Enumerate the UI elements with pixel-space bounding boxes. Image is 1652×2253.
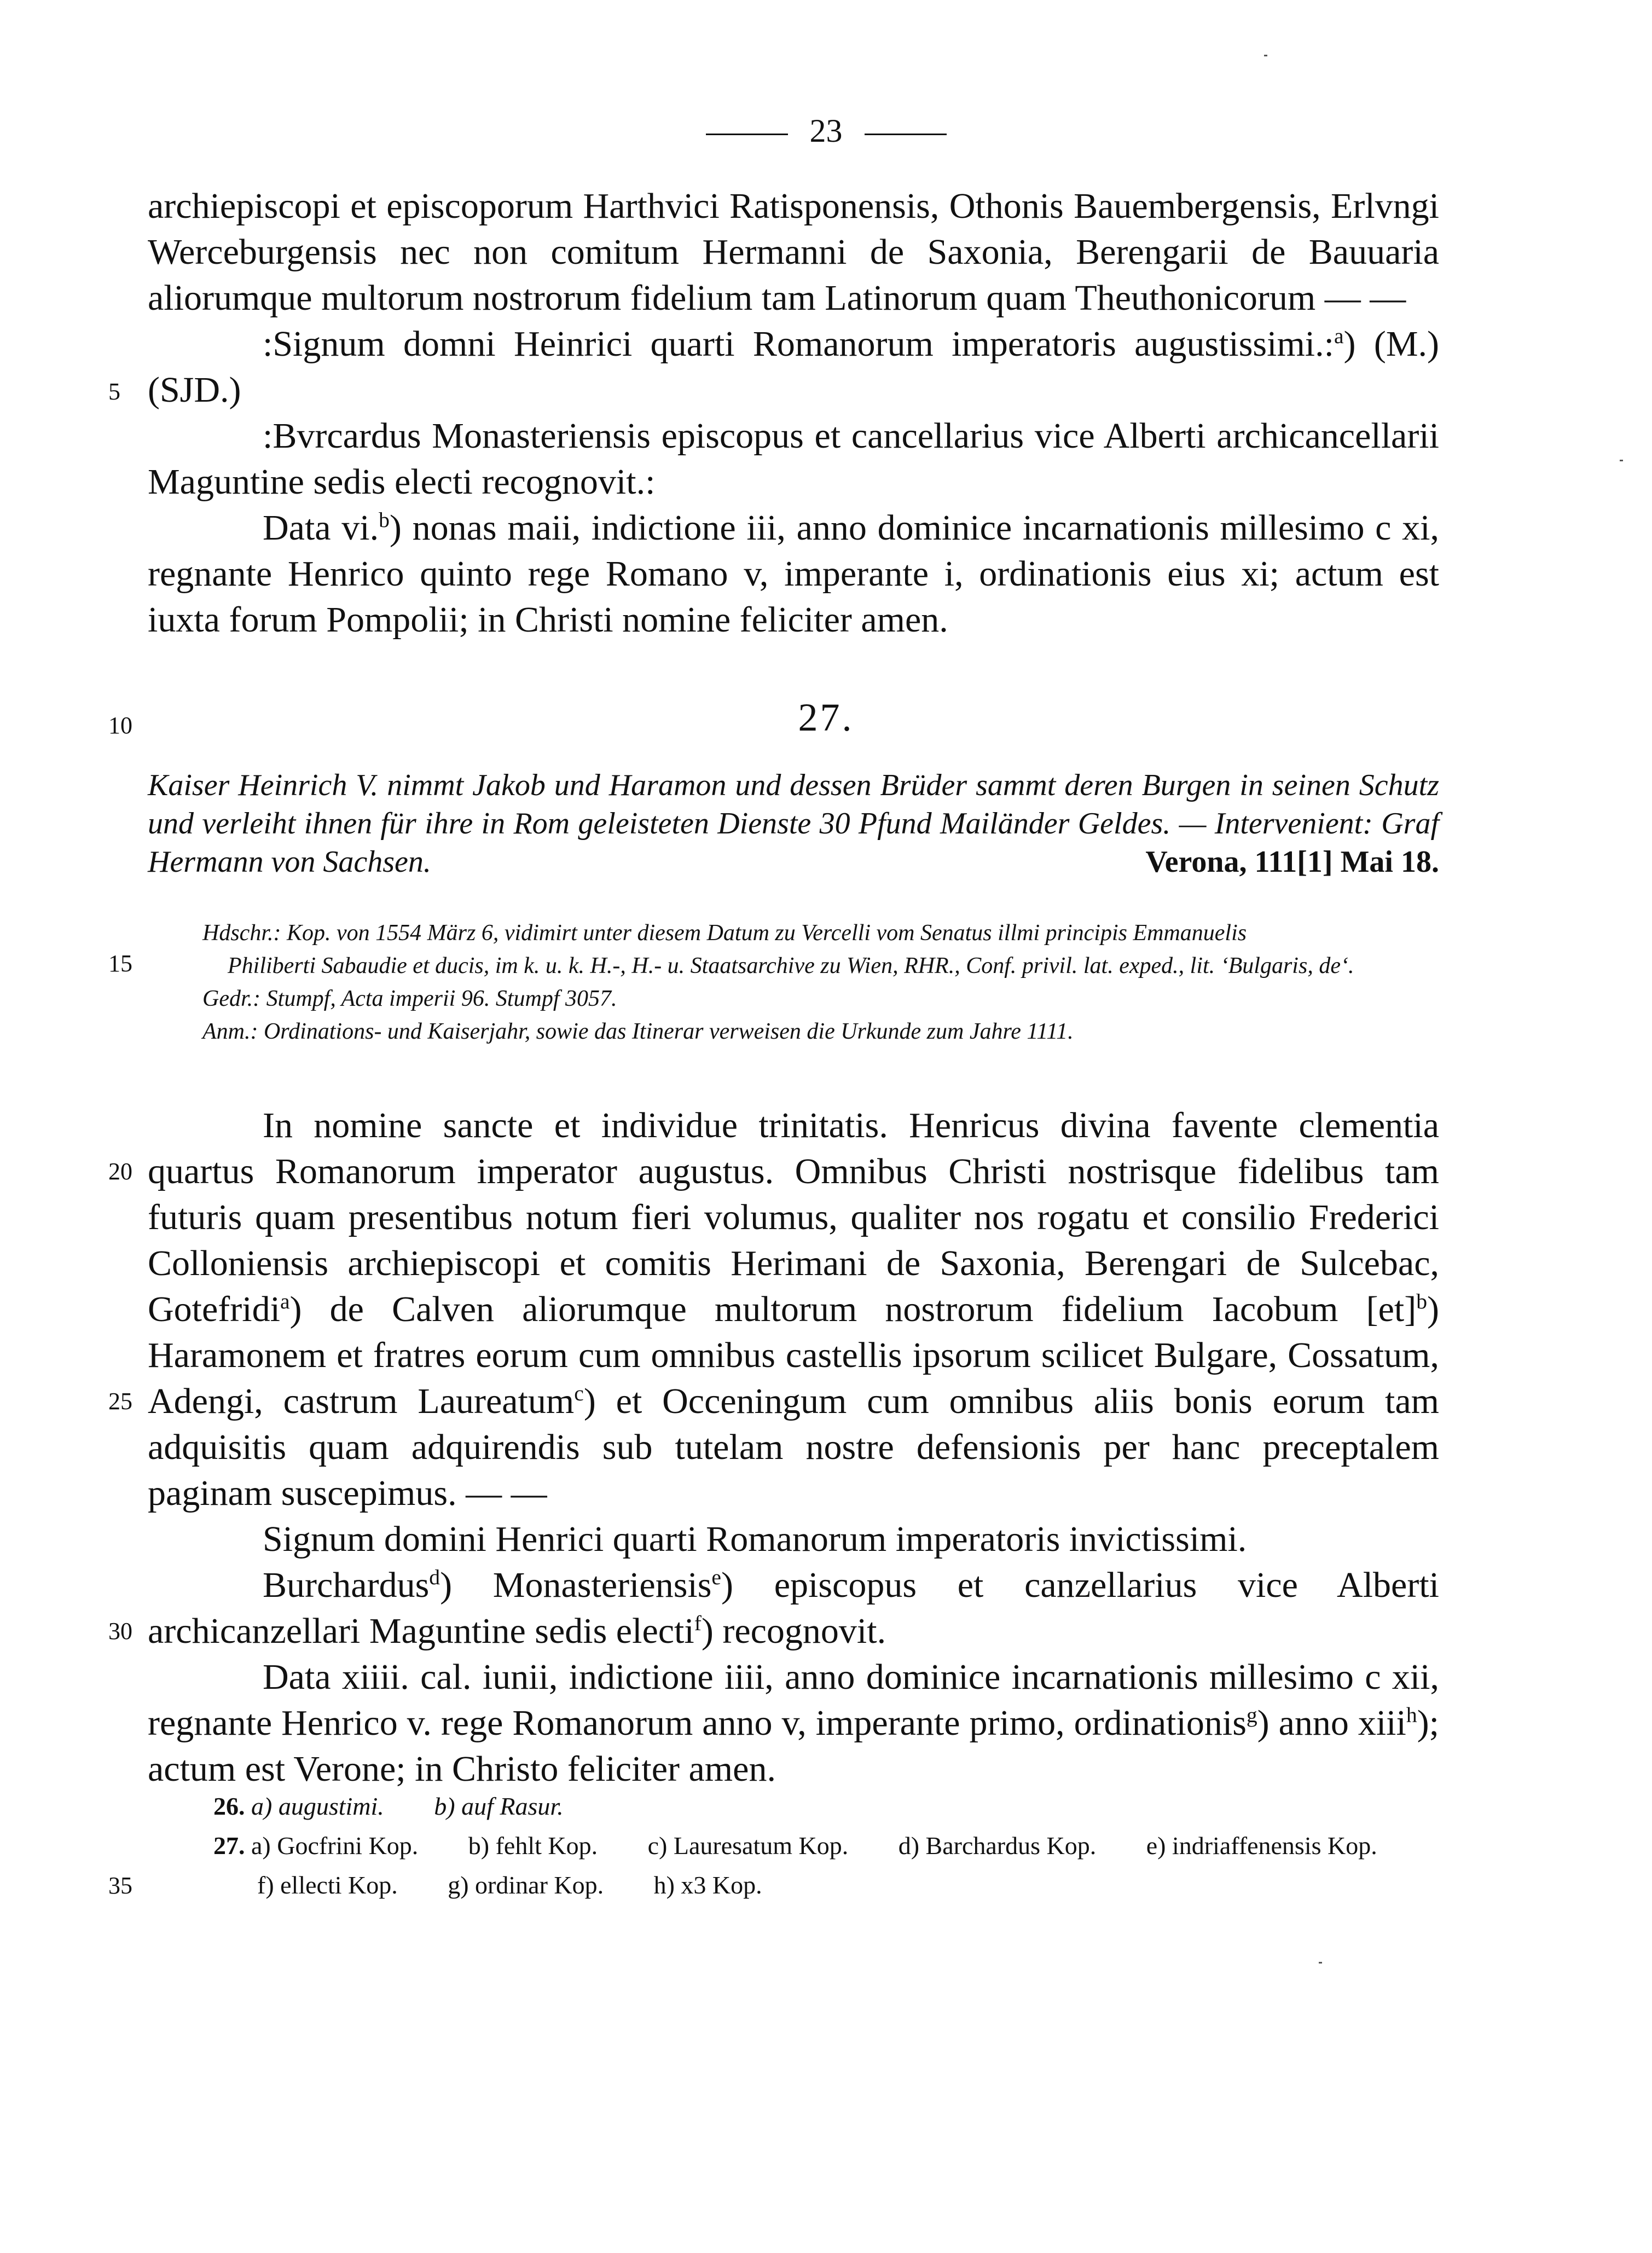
fn27-h: h) x3 Kop. [653,1871,762,1899]
doc27-regest [148,766,1439,881]
doc27-context: In nomine sancte et individue trinitatis. Henricus divina favente clementia quartus Romanorum imperator augustus. Omnibus Christi nostrisque fidelibus tam futuris quam presentibus notum fieri volumus, qualiter nos rogatu et consilio Frederici Colloniensis archiepiscopi et comitis Herimani de Saxonia, Berengari de Sulcebac, Gotefridi$^a$) de Calven aliorumque multorum nostrorum fidelium Iacobum [et]$^b$) Haramonem et fratres eorum cum omnibus castellis ipsorum scilicet Bulgare, Cossatum, Adengi, castrum Laureatum$^c$) et Occeningum cum omnibus aliis bonis eorum tam adquisitis quam adquirendis sub tutelam nostre defensionis per hanc preceptalem paginam suscepimus. — — [148,1105,1439,1513]
doc26-intervenients: archiepiscopi et episcoporum Harthvici Ratisponensis, Othonis Bauembergensis, Erlvngi Werceburgensis nec non comitum Hermanni de Saxonia, Berengarii de Bauuaria aliorumque multorum nostrorum fidelium tam Latinorum quam Theuthonicorum — — [148,186,1439,318]
doc27-datum: Data xiiii. cal. iunii, indictione iiii, anno dominice incarnationis millesimo c xii, regnante Henrico v. rege Romanorum anno v, imperante primo, ordinationis$^g$) anno xiii$^h$); actum est Verone; in Christo feliciter amen. [148,1657,1439,1789]
doc26-recognitio: :Bvrcardus Monasteriensis episcopus et cancellarius vice Alberti archicancellarii Maguntine sedis electi recognovit.: [148,416,1439,502]
doc27-text [148,1103,1439,1792]
fn27-a: a) Gocfrini Kop. [251,1832,419,1860]
line-number-5: 5 [108,378,120,405]
doc26-signum: :Signum domni Heinrici quarti Romanorum imperatoris augustissimi.:$^a$) (M.) (SJD.) [148,324,1439,410]
regest-text: Kaiser Heinrich V. nimmt Jakob und Haramon und dessen Brüder sammt deren Burgen in seinen Schutz und verleiht ihnen für ihre in Rom geleisteten Dienste 30 Pfund Mailänder Geldes. — Intervenient: Graf Hermann von Sachsen. [148,768,1439,879]
print-speck [1264,55,1267,56]
line-number-10: 10 [108,712,132,739]
document-number: 27. [798,696,854,739]
doc27-recognitio: Burchardus$^d$) Monasteriensis$^e$) episcopus et canzellarius vice Alberti archicanzellari Maguntine sedis electi$^f$) recognovit. [148,1565,1439,1651]
line-number-15: 15 [108,950,132,977]
fn27-d: d) Barchardus Kop. [898,1832,1097,1860]
fn27-b: b) fehlt Kop. [468,1832,598,1860]
footnotes-doc26 [213,1787,1439,1826]
running-header [0,112,1652,150]
fn27-number: 27. [213,1832,245,1860]
regest-date: Verona, 111[1] Mai 18. [1145,845,1439,879]
fn27-c: c) Lauresatum Kop. [647,1832,849,1860]
footnotes-doc27-line2 [213,1866,1439,1905]
print-speck [1319,1962,1322,1964]
apparatus-hdschr: Hdschr.: Kop. von 1554 März 6, vidimirt unter diesem Datum zu Vercelli vom Senatus illmi principis Emmanuelis [202,920,1247,946]
page-number: 23 [809,113,843,149]
fn27-f: f) ellecti Kop. [257,1871,398,1899]
line-number-25: 25 [108,1388,132,1415]
apparatus-gedr: Gedr.: Stumpf, Acta imperii 96. Stumpf 3057. [202,986,617,1011]
doc26-text [148,183,1439,643]
line-number-20: 20 [108,1158,132,1185]
doc26-datum: Data vi.$^b$) nonas maii, indictione iii, anno dominice incarnationis millesimo c xi, regnante Henrico quinto rege Romano v, imperante i, ordinationis eius xi; actum est iuxta forum Pompolii; in Christi nomine feliciter amen. [148,508,1439,640]
fn26-b: b) auf Rasur. [434,1792,564,1820]
fn26-number: 26. [213,1792,245,1820]
header-rule-left [706,134,788,135]
footnotes-doc27-line1 [213,1826,1439,1866]
apparatus-hdschr-cont: Philiberti Sabaudie et ducis, im k. u. k. H.-, H.- u. Staatsarchive zu Wien, RHR., Conf. privil. lat. exped., lit. ‘Bulgaris, de‘. [228,953,1354,978]
doc27-apparatus [202,917,1439,1048]
doc27-signum: Signum domini Henrici quarti Romanorum imperatoris invictissimi. [263,1519,1247,1559]
line-number-30: 30 [108,1618,132,1644]
apparatus-anm: Anm.: Ordinations- und Kaiserjahr, sowie das Itinerar verweisen die Urkunde zum Jahre 1111. [202,1019,1074,1044]
footnotes [213,1787,1439,1905]
header-rule-right [865,134,947,135]
fn27-g: g) ordinar Kop. [448,1871,604,1899]
fn26-a: a) augustimi. [251,1792,384,1820]
line-number-35: 35 [108,1872,132,1899]
fn27-e: e) indriaffenensis Kop. [1146,1832,1377,1860]
print-speck [1620,460,1623,461]
